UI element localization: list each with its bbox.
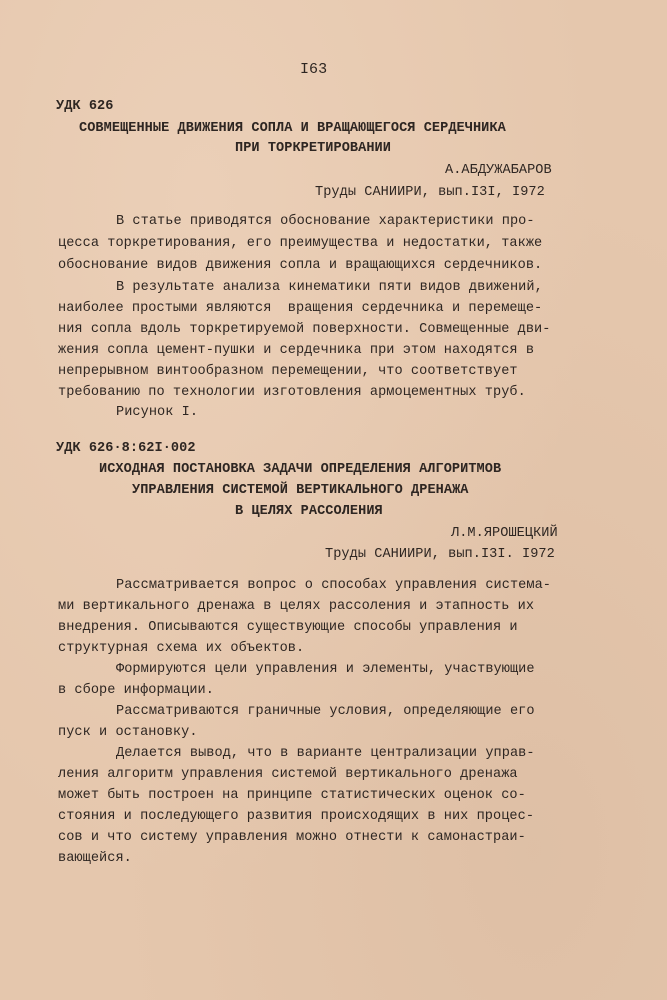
entry1-body-line-4: В результате анализа кинематики пяти видов движений,: [116, 280, 543, 295]
entry1-body-line-9: требованию по технологии изготовления армоцементных труб.: [58, 385, 526, 400]
entry2-body-line-8: пуск и остановку.: [58, 725, 198, 740]
entry2-body-line-2: ми вертикального дренажа в целях рассоления и этапность их: [58, 599, 535, 614]
entry2-source: Труды САНИИРИ, вып.I3I. I972: [325, 547, 555, 562]
entry2-body-line-14: вающейся.: [58, 851, 132, 866]
entry2-body-line-11: может быть построен на принципе статистических оценок со-: [58, 788, 526, 803]
entry2-title-line-3: В ЦЕЛЯХ РАССОЛЕНИЯ: [235, 504, 383, 519]
entry2-author: Л.М.ЯРОШЕЦКИЙ: [451, 526, 558, 541]
entry1-body-line-3: обоснование видов движения сопла и вращающихся сердечников.: [58, 258, 543, 273]
entry1-body-line-2: цесса торкретирования, его преимущества и недостатки, также: [58, 236, 543, 251]
entry2-body-line-3: внедрения. Описываются существующие способы управления и: [58, 620, 518, 635]
entry1-body-line-6: ния сопла вдоль торкретируемой поверхности. Совмещенные дви-: [58, 322, 551, 337]
page-number: I63: [300, 61, 328, 78]
entry2-body-line-6: в сборе информации.: [58, 683, 214, 698]
entry1-udk: УДК 626: [56, 99, 114, 114]
entry2-body-line-12: стояния и последующего развития происходящих в них процес-: [58, 809, 535, 824]
entry2-body-line-13: сов и что систему управления можно отнести к самонастраи-: [58, 830, 526, 845]
entry1-body-line-7: жения сопла цемент-пушки и сердечника при этом находятся в: [58, 343, 535, 358]
entry2-udk: УДК 626·8:62I·002: [56, 441, 196, 456]
entry2-body-line-7: Рассматриваются граничные условия, определяющие его: [116, 704, 535, 719]
entry1-figure-ref: Рисунок I.: [116, 405, 199, 420]
entry2-title-line-1: ИСХОДНАЯ ПОСТАНОВКА ЗАДАЧИ ОПРЕДЕЛЕНИЯ АЛГОРИТМОВ: [99, 462, 502, 477]
entry2-body-line-4: структурная схема их объектов.: [58, 641, 305, 656]
entry1-title-line-1: СОВМЕЩЕННЫЕ ДВИЖЕНИЯ СОПЛА И ВРАЩАЮЩЕГОСЯ СЕРДЕЧНИКА: [79, 121, 506, 136]
entry2-body-line-10: ления алгоритм управления системой вертикального дренажа: [58, 767, 518, 782]
entry2-title-line-2: УПРАВЛЕНИЯ СИСТЕМОЙ ВЕРТИКАЛЬНОГО ДРЕНАЖА: [132, 483, 469, 498]
entry2-body-line-1: Рассматривается вопрос о способах управления системa-: [116, 578, 552, 593]
entry1-source: Труды САНИИРИ, вып.I3I, I972: [315, 185, 545, 200]
entry1-body-line-5: наиболее простыми являются вращения сердечника и перемеще-: [58, 301, 543, 316]
entry1-title-line-2: ПРИ ТОРКРЕТИРОВАНИИ: [235, 141, 391, 156]
entry2-body-line-5: Формируются цели управления и элементы, участвующие: [116, 662, 535, 677]
entry1-body-line-8: непрерывном винтообразном перемещении, что соответствует: [58, 364, 518, 379]
entry1-author: А.АБДУЖАБАРОВ: [445, 163, 552, 178]
entry2-body-line-9: Делается вывод, что в варианте централизации управ-: [116, 746, 535, 761]
entry1-body-line-1: В статье приводятся обоснование характеристики про-: [116, 214, 535, 229]
